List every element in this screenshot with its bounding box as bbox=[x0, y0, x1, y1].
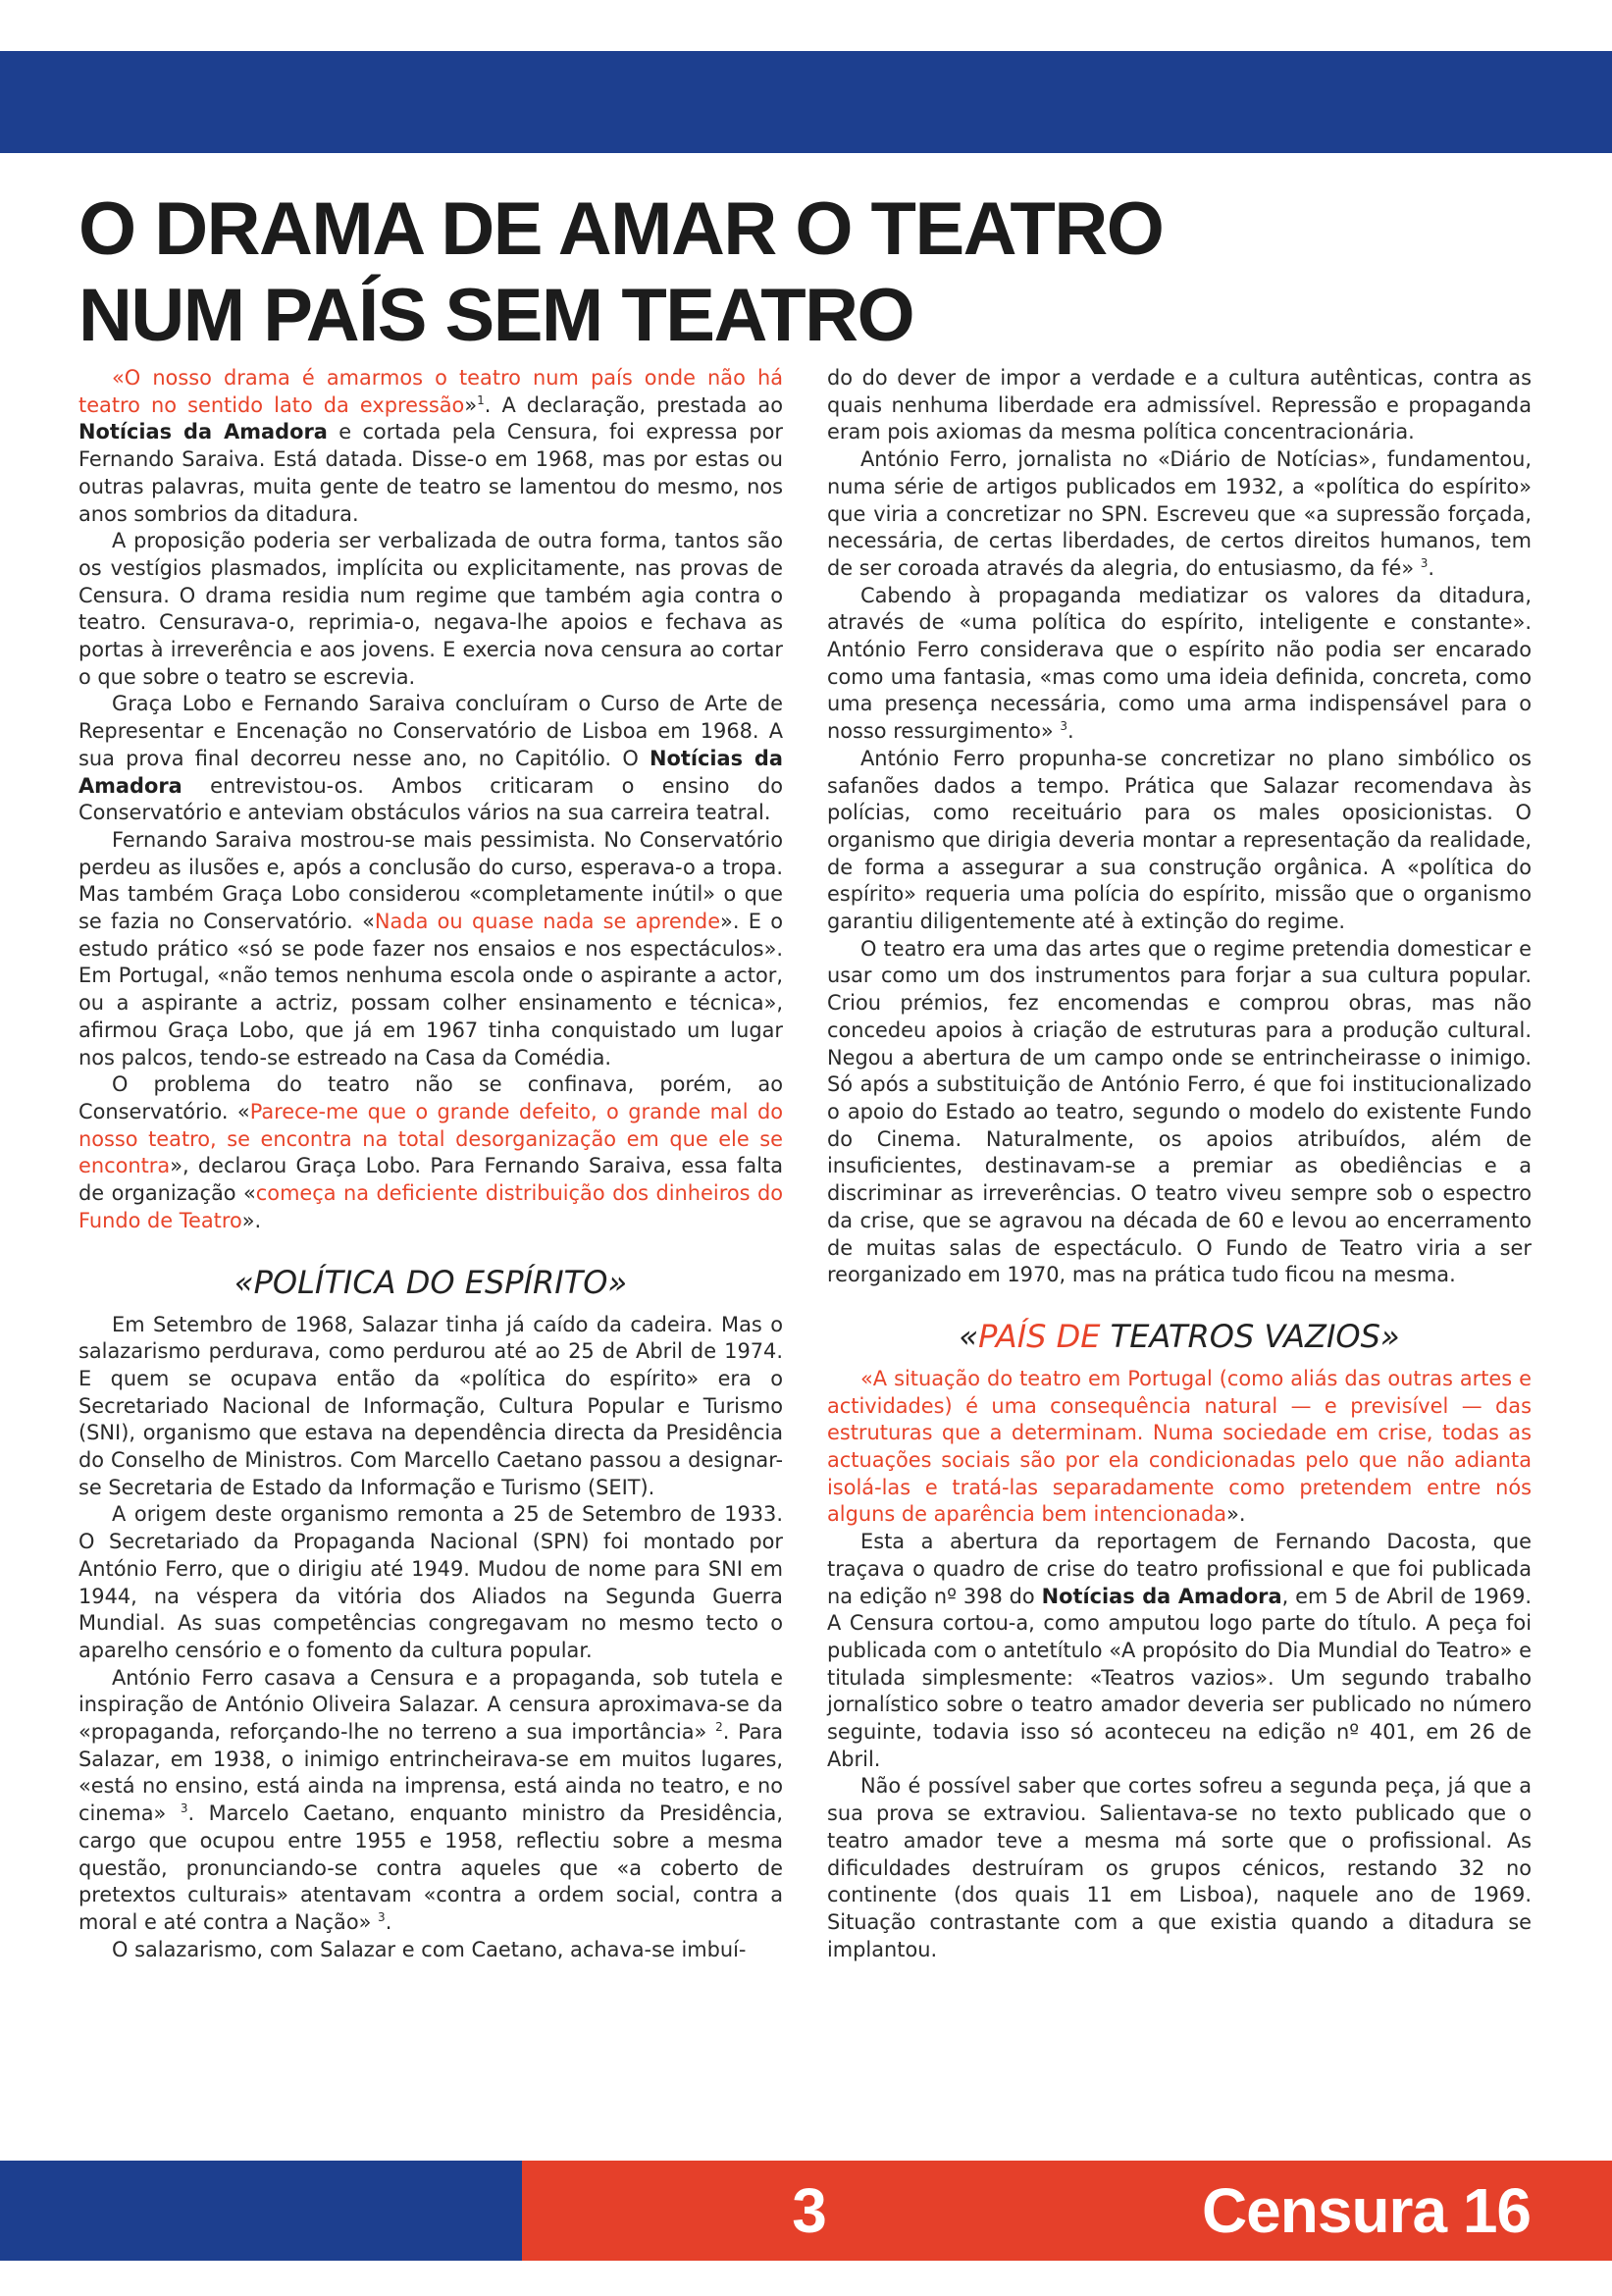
footnote-ref: 1 bbox=[477, 392, 485, 407]
publication-brand: Censura 16 bbox=[1201, 2175, 1531, 2246]
text-run: António Ferro casava a Censura e a propaganda, sob tutela e inspiração de António Oliveira Salazar. A censura aproximava-se da «propaganda, reforçando-lhe no terreno a sua importância» bbox=[78, 1665, 783, 1745]
text-run: e cortada pela Censura, foi expressa por Fernando Saraiva. Está datada. Disse-o em 1968, mas por estas ou outras palavras, muita gente de teatro se lamentou do mesmo, nos anos sombrios da ditadura. bbox=[78, 420, 783, 526]
paragraph: A origem deste organismo remonta a 25 de Setembro de 1933. O Secretariado da Propaganda Nacional (SPN) foi montado por António Ferro, que o dirigiu até 1949. Mudou de nome para SNI em 1944, na véspera da vitória dos Aliados na Segunda Guerra Mundial. As suas competências congregavam no mesmo tecto o aparelho censório e o fomento da cultura popular. bbox=[78, 1502, 783, 1662]
publication-name: Notícias da Amadora bbox=[78, 420, 328, 444]
text-run: ». E o estudo prático «só se pode fazer nos ensaios e nos espectáculos». Em Portugal, «não temos nenhuma escola onde o aspirante a actor, ou a aspirante a actriz, possam colher ensinamento e técnica», afirmou Graça Lobo, que já em 1967 tinha conquistado um lugar nos palcos, tendo-se estreado na Casa da Comédia. bbox=[78, 910, 783, 1070]
highlight-quote: «O nosso drama é amarmos o teatro num país onde não há teatro no sentido lato da expressão bbox=[78, 366, 783, 417]
paragraph bbox=[78, 691, 783, 827]
footnote-ref: 3 bbox=[1060, 719, 1067, 734]
text-run: Esta a abertura da reportagem de Fernando Dacosta, que traçava o quadro de crise do teatro profissional e que foi publicada na edição nº 398 do bbox=[827, 1530, 1532, 1608]
paragraph bbox=[827, 583, 1532, 746]
paragraph bbox=[78, 827, 783, 1071]
text-run: . bbox=[1428, 555, 1435, 580]
left-column bbox=[78, 365, 783, 1963]
text-run: . Marcelo Caetano, enquanto ministro da Presidência, cargo que ocupou entre 1955 e 1958, reflectiu sobre a mesma questão, pronunciando-se contra aqueles que «a coberto de pretextos culturais» atentavam «contra a ordem social, contra a moral e até contra a Nação» bbox=[78, 1801, 783, 1934]
footnote-ref: 3 bbox=[180, 1801, 188, 1816]
section-subheading: «POLÍTICA DO ESPÍRITO» bbox=[234, 1263, 628, 1301]
publication-name: Notícias da Amadora bbox=[1041, 1584, 1282, 1608]
text-run: . bbox=[385, 1909, 392, 1934]
paragraph: A proposição poderia ser verbalizada de outra forma, tantos são os vestígios plasmados, implícita ou explicitamente, nas provas de Censura. O drama residia num regime que também agia contra o teatro. Censurava-o, reprimia-o, negava-lhe apoios e fechava as portas à irreverência e aos jovens. E exercia nova censura ao cortar o que sobre o teatro se escrevia. bbox=[78, 529, 783, 689]
text-run: Fernando Saraiva mostrou-se mais pessimista. No Conservatório perdeu as ilusões e, após a conclusão do curso, esperava-o a tropa. Mas também Graça Lobo considerou «completamente inútil» o que se fazia no Conservatório. « bbox=[78, 827, 783, 934]
paragraph bbox=[827, 1529, 1532, 1773]
publication-name: Notícias da Amadora bbox=[78, 746, 783, 798]
text-run: ». bbox=[1226, 1502, 1246, 1527]
right-column bbox=[827, 365, 1532, 1963]
text-run: António Ferro, jornalista no «Diário de Notícias», fundamentou, numa série de artigos publicados em 1932, a «política do espírito» que viria a concretizar no SPN. Escreveu que «a supressão forçada, necessária, de certas liberdades, de certos direitos humanos, tem de ser coroada através da alegria, do entusiasmo, da fé» bbox=[827, 447, 1532, 580]
title-line-1: O DRAMA DE AMAR O TEATRO bbox=[78, 187, 1164, 271]
paragraph bbox=[78, 365, 783, 528]
paragraph bbox=[827, 1366, 1532, 1529]
paragraph bbox=[78, 1071, 783, 1234]
paragraph: do do dever de impor a verdade e a cultura autênticas, contra as quais nenhuma liberdade era admissível. Repressão e propaganda eram pois axiomas da mesma política concentracionária. bbox=[827, 366, 1532, 444]
text-run: ». bbox=[241, 1208, 262, 1232]
footnote-ref: 3 bbox=[1420, 555, 1429, 570]
text-run: . bbox=[1066, 719, 1074, 744]
highlight-quote: Nada ou quase nada se aprende bbox=[374, 910, 721, 934]
paragraph: Em Setembro de 1968, Salazar tinha já caído da cadeira. Mas o salazarismo perdurava, como perdurou até ao 25 de Abril de 1974. E quem se ocupava então da «política do espírito» era o Secretariado Nacional de Informação, Cultura Popular e Turismo (SNI), organismo que estava na dependência directa da Presidência do Conselho de Ministros. Com Marcello Caetano passou a designar-se Secretaria de Estado da Informação e Turismo (SEIT). bbox=[78, 1312, 783, 1499]
highlight-quote: «A situação do teatro em Portugal (como aliás das outras artes e actividades) é uma consequência natural — e previsível — das estruturas que a determinam. Numa sociedade em crise, todas as actuações sociais são por ela condicionadas pelo que não adianta isolá-las e tratá-las separadamente como pretendem entre nós alguns de aparência bem intencionada bbox=[827, 1366, 1532, 1527]
title-line-2: NUM PAÍS SEM TEATRO bbox=[78, 274, 914, 357]
paragraph: O teatro era uma das artes que o regime pretendia domesticar e usar como um dos instrumentos para forjar a sua cultura popular. Criou prémios, fez encomendas e comprou obras, mas não concedeu apoios à criação de estruturas para a produção cultural. Negou a abertura de um campo onde se entrincheirasse o inimigo. Só após a substituição de António Ferro, é que foi institucionalizado o apoio do Estado ao teatro, segundo o modelo do existente Fundo do Cinema. Naturalmente, os apoios atribuídos, além de insuficientes, destinavam-se a premiar as obediências e a discriminar as irreverências. O teatro viveu sempre sob o espectro da crise, que se agravou na década de 60 e levou ao encerramento de muitas salas de espectáculo. O Fundo de Teatro viria a ser reorganizado em 1970, mas na prática tudo ficou na mesma. bbox=[827, 936, 1532, 1287]
text-run: », declarou Graça Lobo. Para Fernando Saraiva, essa falta de organização « bbox=[78, 1154, 783, 1206]
text-run: O problema do teatro não se confinava, porém, ao Conservatório. « bbox=[78, 1072, 783, 1123]
paragraph: Não é possível saber que cortes sofreu a segunda peça, já que a sua prova se extraviou. Salientava-se no texto publicado que o teatro amador teve a mesma má sorte que o profissional. As dificuldades destruíram os grupos cénicos, restando 32 no continente (dos quais 11 em Lisboa), naquele ano de 1969. Situação contrastante com a que existia quando a ditadura se implantou. bbox=[827, 1774, 1532, 1961]
paragraph: António Ferro propunha-se concretizar no plano simbólico os safanões dados a tempo. Prática que Salazar recomendava às polícias, como receituário para os males oposicionistas. O organismo que dirigia deveria montar a representação da realidade, de forma a assegurar a sua construção orgânica. A «política do espírito» requeria uma polícia do espírito, missão que o organismo garantiu diligentemente até à extinção do regime. bbox=[827, 746, 1532, 934]
section-subheading bbox=[827, 1319, 1532, 1354]
highlight-quote: começa na deficiente distribuição dos dinheiros do Fundo de Teatro bbox=[78, 1181, 784, 1232]
text-run: , em 5 de Abril de 1969. A Censura cortou-a, como amputou logo parte do título. A peça foi publicada com o antetítulo «A propósito do Dia Mundial do Teatro» e titulada simplesmente: «Teatros vazios». Um segundo trabalho jornalístico sobre o teatro amador deveria ser publicado no número seguinte, todavia isso só aconteceu na edição nº 401, em 26 de Abril. bbox=[827, 1584, 1532, 1771]
footer-band bbox=[0, 2161, 1612, 2261]
top-color-band bbox=[0, 51, 1612, 153]
footer-blue-block bbox=[0, 2161, 522, 2261]
text-run: « bbox=[959, 1317, 979, 1355]
paragraph bbox=[827, 446, 1532, 583]
text-run: TEATROS VAZIOS» bbox=[1100, 1317, 1400, 1355]
highlight-text: PAÍS DE bbox=[978, 1317, 1101, 1355]
paragraph bbox=[78, 1665, 783, 1937]
text-run: Graça Lobo e Fernando Saraiva concluíram o Curso de Arte de Representar e Encenação no Conservatório de Lisboa em 1968. A sua prova final decorreu nesse ano, no Capitólio. O bbox=[78, 692, 783, 770]
highlight-quote: Parece-me que o grande defeito, o grande mal do nosso teatro, se encontra na total desorganização em que ele se encontra bbox=[78, 1099, 783, 1178]
text-run: » bbox=[464, 392, 478, 417]
page-number: 3 bbox=[792, 2175, 827, 2246]
text-run: . Para Salazar, em 1938, o inimigo entrincheirava-se em muitos lugares, «está no ensino, está ainda na imprensa, está ainda no teatro, e no cinema» bbox=[78, 1720, 783, 1826]
text-run: entrevistou-os. Ambos criticaram o ensino do Conservatório e anteviam obstáculos vários na sua carreira teatral. bbox=[78, 773, 783, 825]
footnote-ref: 3 bbox=[378, 1910, 386, 1924]
footnote-ref: 2 bbox=[715, 1720, 723, 1735]
article-title bbox=[78, 186, 1501, 359]
text-run: . A declaração, prestada ao bbox=[484, 392, 783, 417]
paragraph: O salazarismo, com Salazar e com Caetano, achava-se imbuí- bbox=[112, 1937, 747, 1961]
text-run: Cabendo à propaganda mediatizar os valores da ditadura, através de «uma política do espírito, inteligente e constante». António Ferro considerava que o espírito não podia ser encarado como uma fantasia, «mas como uma ideia definida, concreta, como uma presença necessária, como uma arma indispensável para o nosso ressurgimento» bbox=[827, 583, 1532, 744]
